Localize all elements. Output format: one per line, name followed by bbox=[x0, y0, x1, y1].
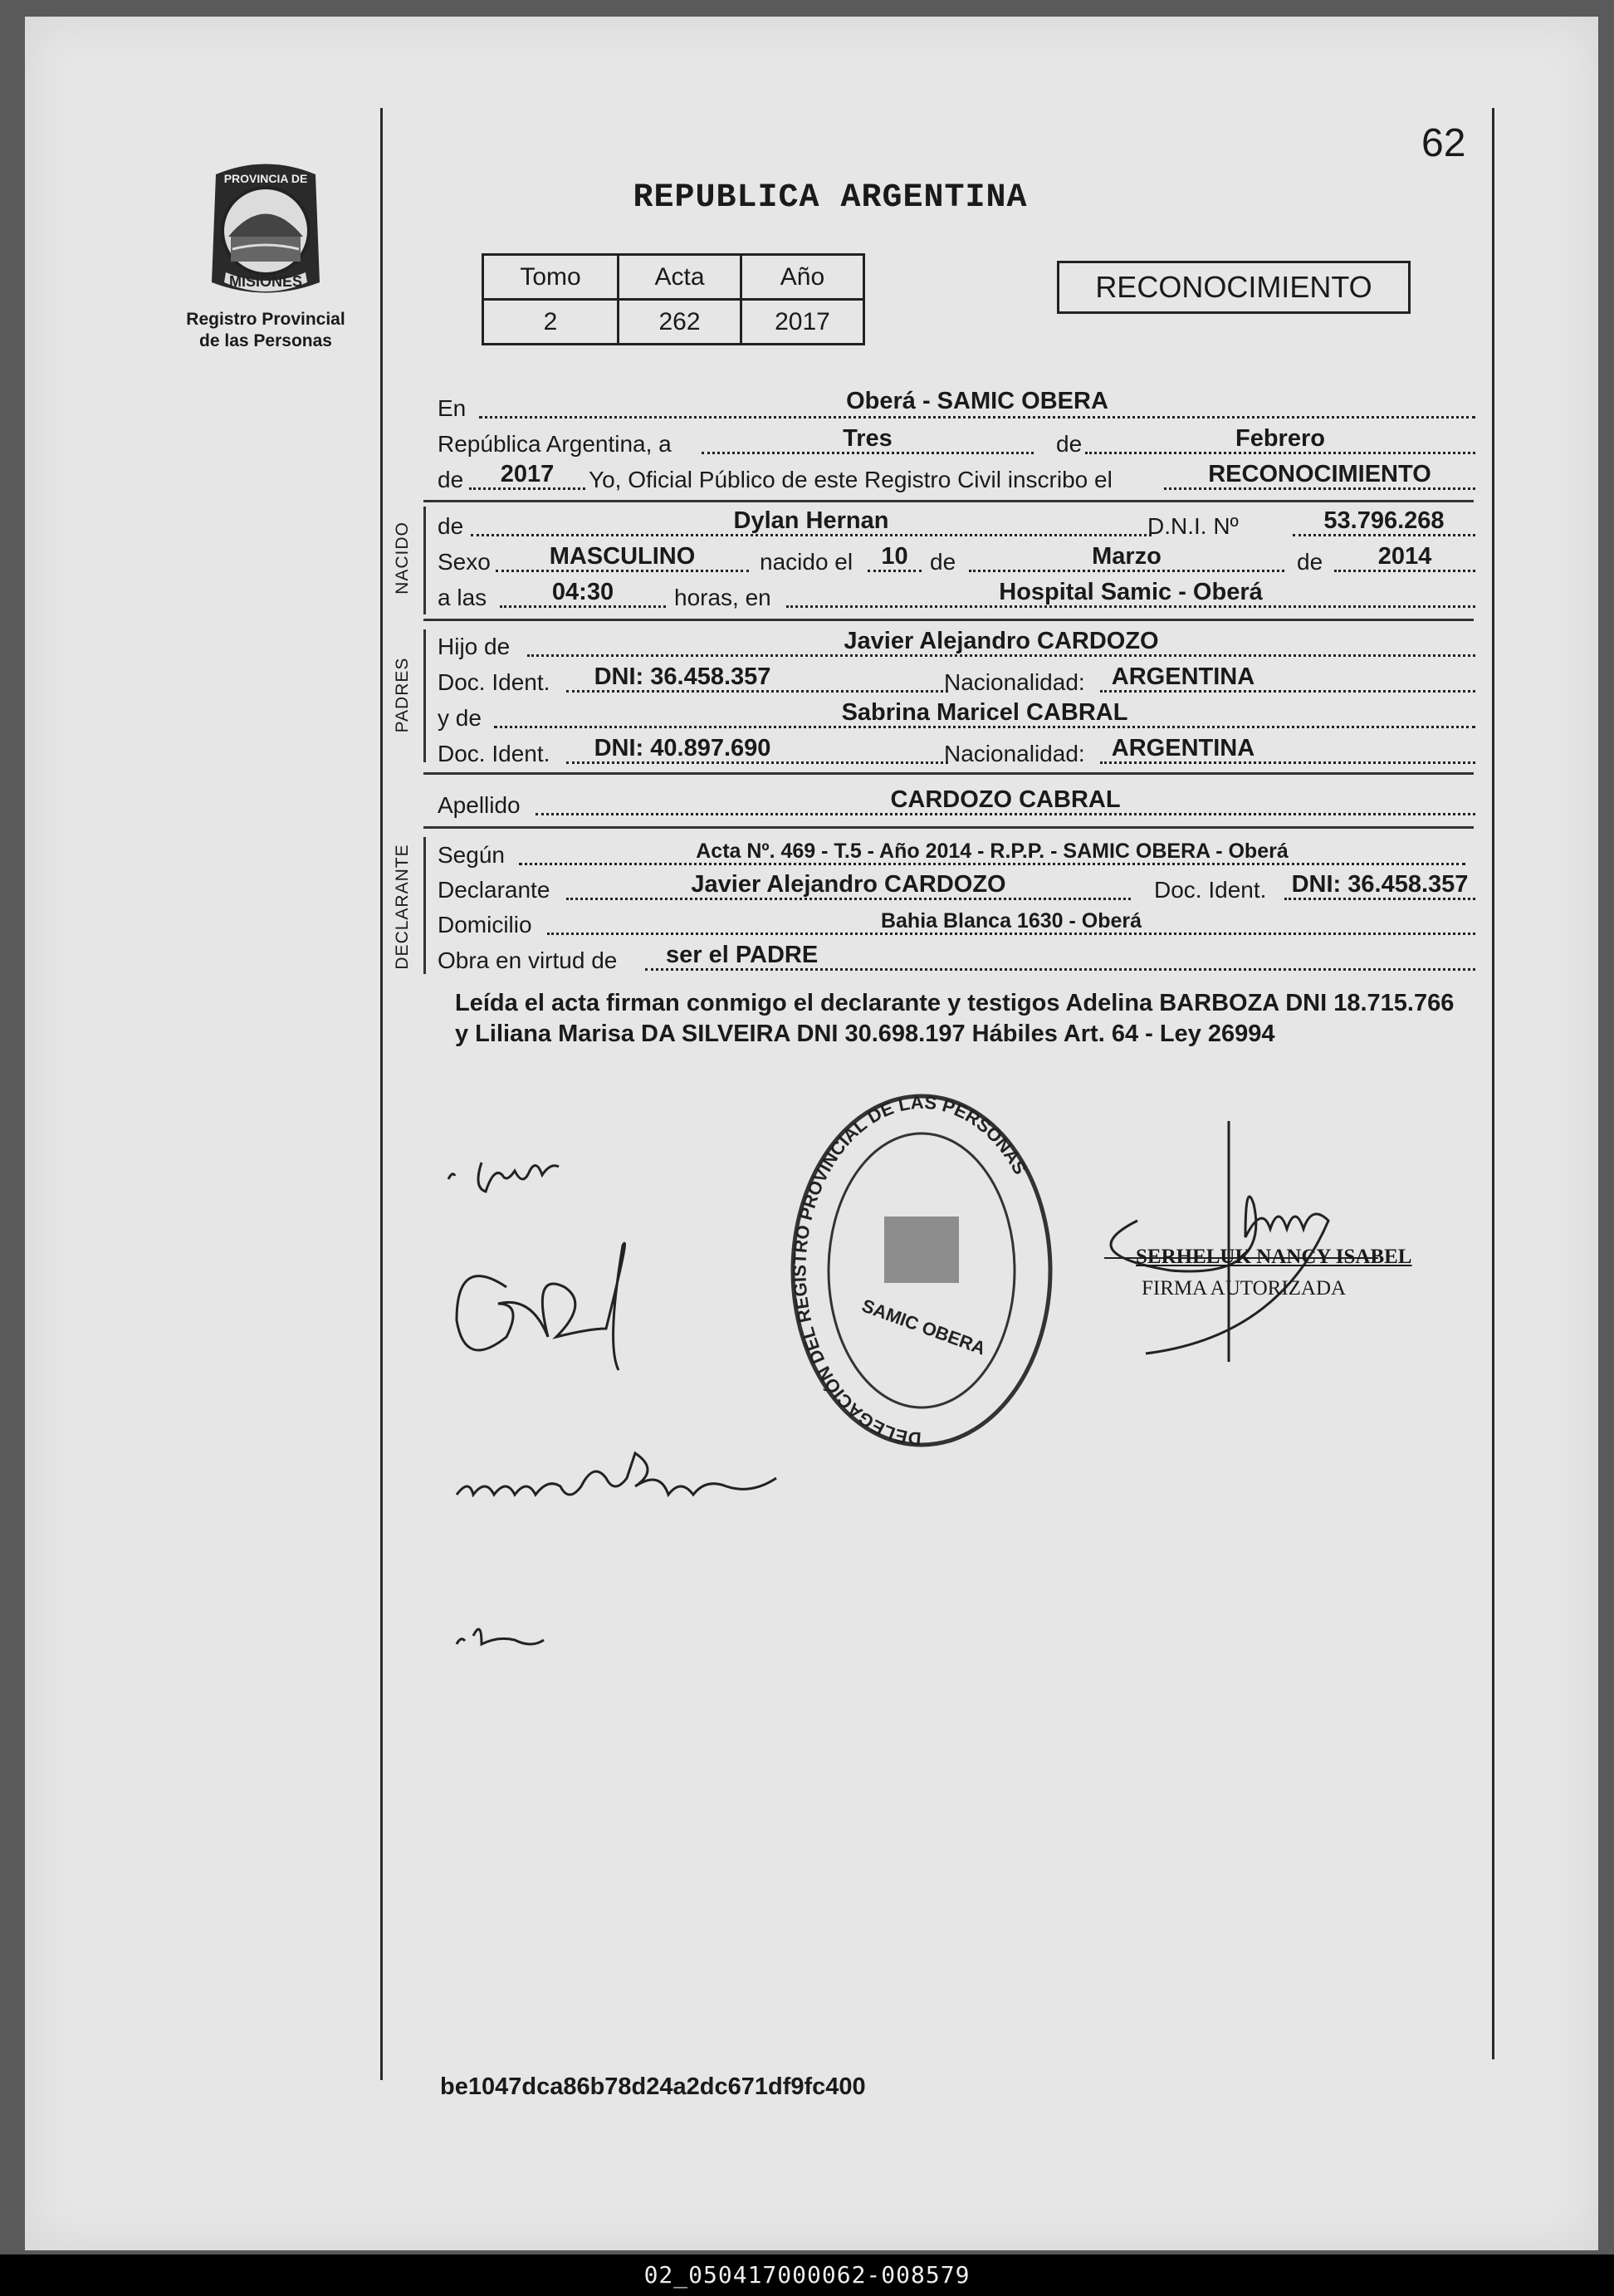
header-title: REPUBLICA ARGENTINA bbox=[633, 179, 1028, 217]
row-declarante bbox=[438, 872, 1475, 903]
value-child-name: Dylan Hernan bbox=[733, 507, 889, 534]
label-de: de bbox=[1056, 431, 1083, 457]
value-mother-name: Sabrina Maricel CABRAL bbox=[841, 699, 1128, 726]
official-title: FIRMA AUTORIZADA bbox=[1142, 1277, 1347, 1300]
value-declarante-doc: DNI: 36.458.357 bbox=[1291, 871, 1469, 898]
value-apellido: CARDOZO CABRAL bbox=[890, 786, 1121, 813]
right-margin-line bbox=[1492, 108, 1494, 2059]
row-padre-doc bbox=[438, 664, 1475, 696]
value-obra: ser el PADRE bbox=[666, 942, 819, 968]
row-nacido-hora bbox=[438, 580, 1475, 611]
record-type-box: RECONOCIMIENTO bbox=[1057, 261, 1411, 314]
label-oficial: Yo, Oficial Público de este Registro Civil inscribo el bbox=[589, 467, 1113, 492]
table-header-anio: Año bbox=[741, 255, 864, 300]
closing-note: Leída el acta firman conmigo el declarante y testigos Adelina BARBOZA DNI 18.715.766 y Liliana Marisa DA SILVEIRA DNI 30.698.197 Hábiles Art. 64 - Ley 26994 bbox=[455, 990, 1455, 1047]
value-father-name: Javier Alejandro CARDOZO bbox=[844, 628, 1159, 654]
label-doc-declarante: Doc. Ident. bbox=[1154, 877, 1267, 903]
label-declarante: Declarante bbox=[438, 877, 550, 903]
value-father-nac: ARGENTINA bbox=[1111, 663, 1255, 690]
logo-caption-line2: de las Personas bbox=[199, 331, 332, 350]
section-label-declarante: DECLARANTE bbox=[393, 844, 412, 970]
official-signature bbox=[1104, 1113, 1420, 1362]
value-birth-place: Hospital Samic - Oberá bbox=[999, 579, 1263, 605]
separator-nacido bbox=[423, 500, 1474, 502]
table-value-tomo: 2 bbox=[483, 300, 619, 345]
row-nacido-sexo bbox=[438, 544, 1475, 575]
row-nacido-nombre bbox=[438, 508, 1475, 540]
value-day: Tres bbox=[843, 425, 893, 452]
label-de-anio: de bbox=[1297, 549, 1323, 575]
label-en: En bbox=[438, 395, 467, 421]
value-mother-doc: DNI: 40.897.690 bbox=[594, 735, 771, 761]
value-mother-nac: ARGENTINA bbox=[1111, 735, 1255, 761]
label-y-de: y de bbox=[438, 705, 482, 731]
logo-top-text: PROVINCIA DE bbox=[223, 172, 308, 185]
value-sexo: MASCULINO bbox=[549, 543, 696, 570]
row-en bbox=[438, 390, 1475, 422]
logo-caption bbox=[162, 309, 369, 352]
value-birth-day: 10 bbox=[881, 543, 908, 570]
separator-apellido bbox=[423, 772, 1474, 775]
label-obra: Obra en virtud de bbox=[438, 947, 618, 973]
label-nac-padre: Nacionalidad: bbox=[944, 669, 1085, 695]
file-id: 02_050417000062-008579 bbox=[643, 2261, 971, 2289]
label-de2: de bbox=[438, 467, 464, 492]
value-birth-year: 2014 bbox=[1377, 543, 1432, 570]
logo-caption-line1: Registro Provincial bbox=[186, 310, 345, 329]
left-margin-line bbox=[380, 108, 383, 2080]
value-birth-month: Marzo bbox=[1092, 543, 1162, 570]
table-header-tomo: Tomo bbox=[483, 255, 619, 300]
label-republica: República Argentina, a bbox=[438, 431, 672, 457]
bracket-padres bbox=[423, 629, 426, 762]
page-number: 62 bbox=[1421, 121, 1466, 165]
label-nac-madre: Nacionalidad: bbox=[944, 741, 1085, 766]
section-label-nacido: NACIDO bbox=[393, 521, 412, 595]
separator-padres bbox=[423, 619, 1474, 621]
row-segun bbox=[438, 837, 1475, 869]
label-de-nombre: de bbox=[438, 513, 464, 539]
separator-declarante bbox=[423, 826, 1474, 829]
value-place: Oberá - SAMIC OBERA bbox=[846, 388, 1108, 414]
label-a-las: a las bbox=[438, 585, 487, 610]
label-doc-madre: Doc. Ident. bbox=[438, 741, 550, 766]
official-stamp bbox=[789, 1092, 1054, 1449]
value-birth-hour: 04:30 bbox=[551, 579, 614, 605]
province-seal-logo bbox=[183, 158, 349, 307]
value-domicilio: Bahia Blanca 1630 - Oberá bbox=[880, 909, 1142, 933]
value-segun: Acta Nº. 469 - T.5 - Año 2014 - R.P.P. - SAMIC OBERA - Oberá bbox=[696, 840, 1289, 863]
label-sexo: Sexo bbox=[438, 549, 491, 575]
value-child-dni: 53.796.268 bbox=[1323, 507, 1445, 534]
value-declarante-name: Javier Alejandro CARDOZO bbox=[691, 871, 1006, 898]
row-domicilio bbox=[438, 907, 1475, 938]
value-father-doc: DNI: 36.458.357 bbox=[594, 663, 771, 690]
file-id-bar bbox=[0, 2254, 1614, 2296]
label-dni: D.N.I. Nº bbox=[1147, 513, 1239, 539]
label-de-mes: de bbox=[930, 549, 956, 575]
row-republica bbox=[438, 426, 1475, 458]
label-apellido: Apellido bbox=[438, 792, 521, 818]
table-value-anio: 2017 bbox=[741, 300, 864, 345]
document-hash: be1047dca86b78d24a2dc671df9fc400 bbox=[440, 2073, 866, 2100]
row-apellido bbox=[438, 787, 1475, 819]
section-label-padres: PADRES bbox=[393, 657, 412, 733]
row-madre-doc bbox=[438, 736, 1475, 767]
logo-bottom-text: MISIONES bbox=[228, 273, 303, 290]
label-nacido-el: nacido el bbox=[760, 549, 853, 575]
row-madre bbox=[438, 700, 1475, 732]
acta-table bbox=[482, 253, 865, 345]
value-inscribo: RECONOCIMIENTO bbox=[1208, 461, 1431, 487]
bracket-nacido bbox=[423, 507, 426, 614]
row-padre bbox=[438, 629, 1475, 660]
table-header-acta: Acta bbox=[619, 255, 741, 300]
label-horas-en: horas, en bbox=[674, 585, 771, 610]
label-doc-padre: Doc. Ident. bbox=[438, 669, 550, 695]
official-name: SERHELUK NANCY ISABEL bbox=[1136, 1246, 1412, 1268]
stamp-inner-text: SAMIC OBERA bbox=[858, 1295, 989, 1359]
label-segun: Según bbox=[438, 842, 505, 868]
value-month: Febrero bbox=[1235, 425, 1325, 452]
row-obra bbox=[438, 942, 1475, 974]
value-year: 2017 bbox=[500, 461, 555, 487]
bracket-declarante bbox=[423, 837, 426, 974]
label-hijo-de: Hijo de bbox=[438, 634, 511, 659]
table-value-acta: 262 bbox=[619, 300, 741, 345]
row-year bbox=[438, 462, 1475, 493]
label-domicilio: Domicilio bbox=[438, 912, 532, 937]
stamp-outer-text: DELEGACIÓN DEL REGISTRO PROVINCIAL DE LAS PERSONAS bbox=[789, 1092, 1031, 1449]
